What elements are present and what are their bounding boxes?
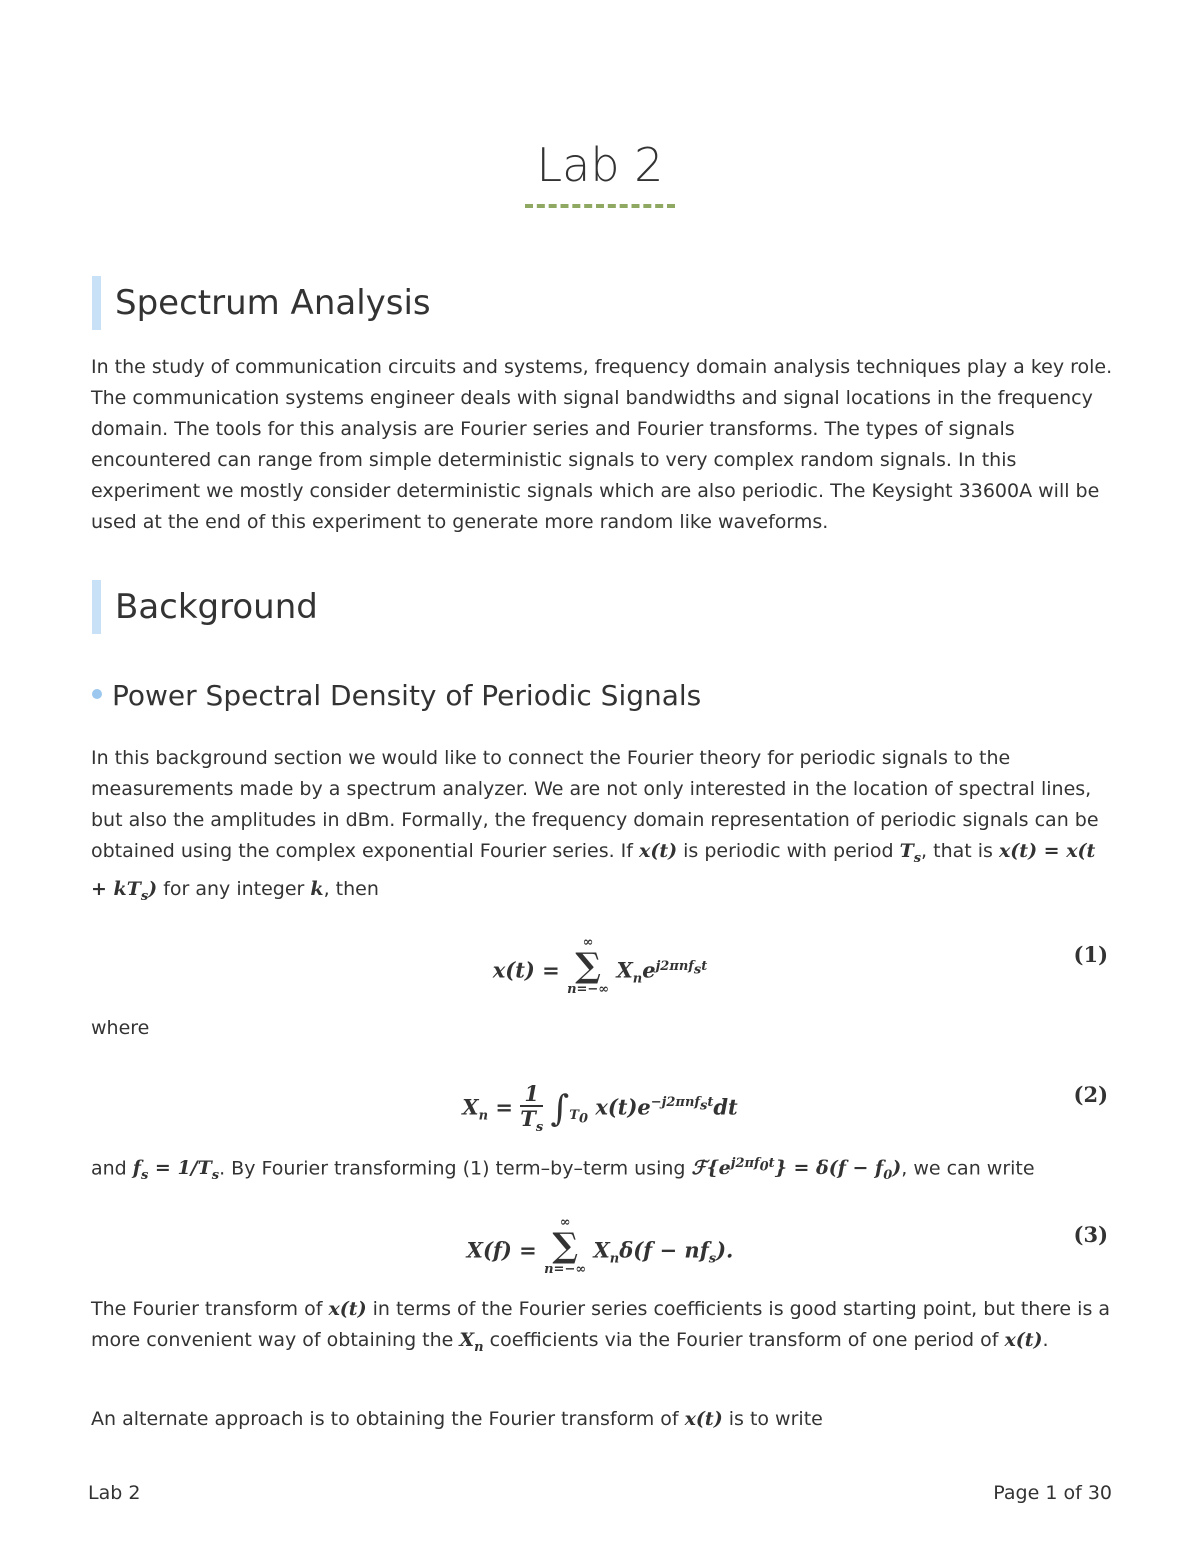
page-number: Page 1 of 30 bbox=[993, 1482, 1112, 1504]
background-paragraph-4: An alternate approach is to obtaining the Fourier transform of x(t) is to write bbox=[91, 1408, 823, 1430]
equation-number: (2) bbox=[1073, 1082, 1108, 1107]
page-title: Lab 2 bbox=[536, 138, 664, 192]
title-divider bbox=[525, 204, 675, 208]
equation-3: X(f) = ∞ ∑ n=−∞ $X_n\delta(f - nf_s)$. (3) bbox=[466, 1215, 1108, 1277]
background-paragraph-2: and $f_s = 1/T_s$. By Fourier transforming (1) term–by–term using $ℱ\{e^{j2\pi f_0t}\} = \delta(f - f_0)$, we can write bbox=[91, 1156, 1035, 1184]
background-paragraph-1: In this background section we would like to connect the Fourier theory for periodic signals to the measurements made by a spectrum analyzer. We are not only interested in the location of spectral lines, but also the amplitudes in dBm. Formally, the frequency domain representation of periodic signals can be obtained using the complex exponential Fourier series. If x(t) is periodic with period $T_s$, that is $x(t) = x(t + kT_s)$ for any integer k, then bbox=[91, 747, 1099, 904]
footer-title: Lab 2 bbox=[88, 1482, 141, 1504]
equation-1: x(t) = ∞ ∑ n=−∞ $X_ne^{j2\pi nf_st}$ (1) bbox=[492, 935, 1108, 997]
equation-2: $X_n$ = $\frac{1}{T_s}$ $\int_{T_0}$ $x(t)e^{-j2\pi nf_st}dt$ (2) bbox=[462, 1081, 1108, 1136]
where-text: where bbox=[91, 1017, 150, 1039]
section-heading-spectrum-analysis: Spectrum Analysis bbox=[92, 276, 431, 330]
section-heading-background: Background bbox=[92, 580, 318, 634]
bullet-icon bbox=[92, 689, 102, 699]
background-paragraph-3: The Fourier transform of x(t) in terms of the Fourier series coefficients is good starting point, but there is a more convenient way of obtaining the $X_n$ coefficients via the Fourier transform of one period of x(t). bbox=[91, 1298, 1111, 1355]
subsection-heading-text: Power Spectral Density of Periodic Signals bbox=[112, 679, 702, 712]
equation-number: (1) bbox=[1073, 942, 1108, 967]
subsection-heading bbox=[92, 676, 701, 716]
equation-number: (3) bbox=[1073, 1222, 1108, 1247]
intro-paragraph: In the study of communication circuits and systems, frequency domain analysis techniques play a key role. The communication systems engineer deals with signal bandwidths and signal locations in the frequency domain. The tools for this analysis are Fourier series and Fourier transforms. The types of signals encountered can range from simple deterministic signals to very complex random signals. In this experiment we mostly consider deterministic signals which are also periodic. The Keysight 33600A will be used at the end of this experiment to generate more random like waveforms. bbox=[91, 356, 1113, 533]
